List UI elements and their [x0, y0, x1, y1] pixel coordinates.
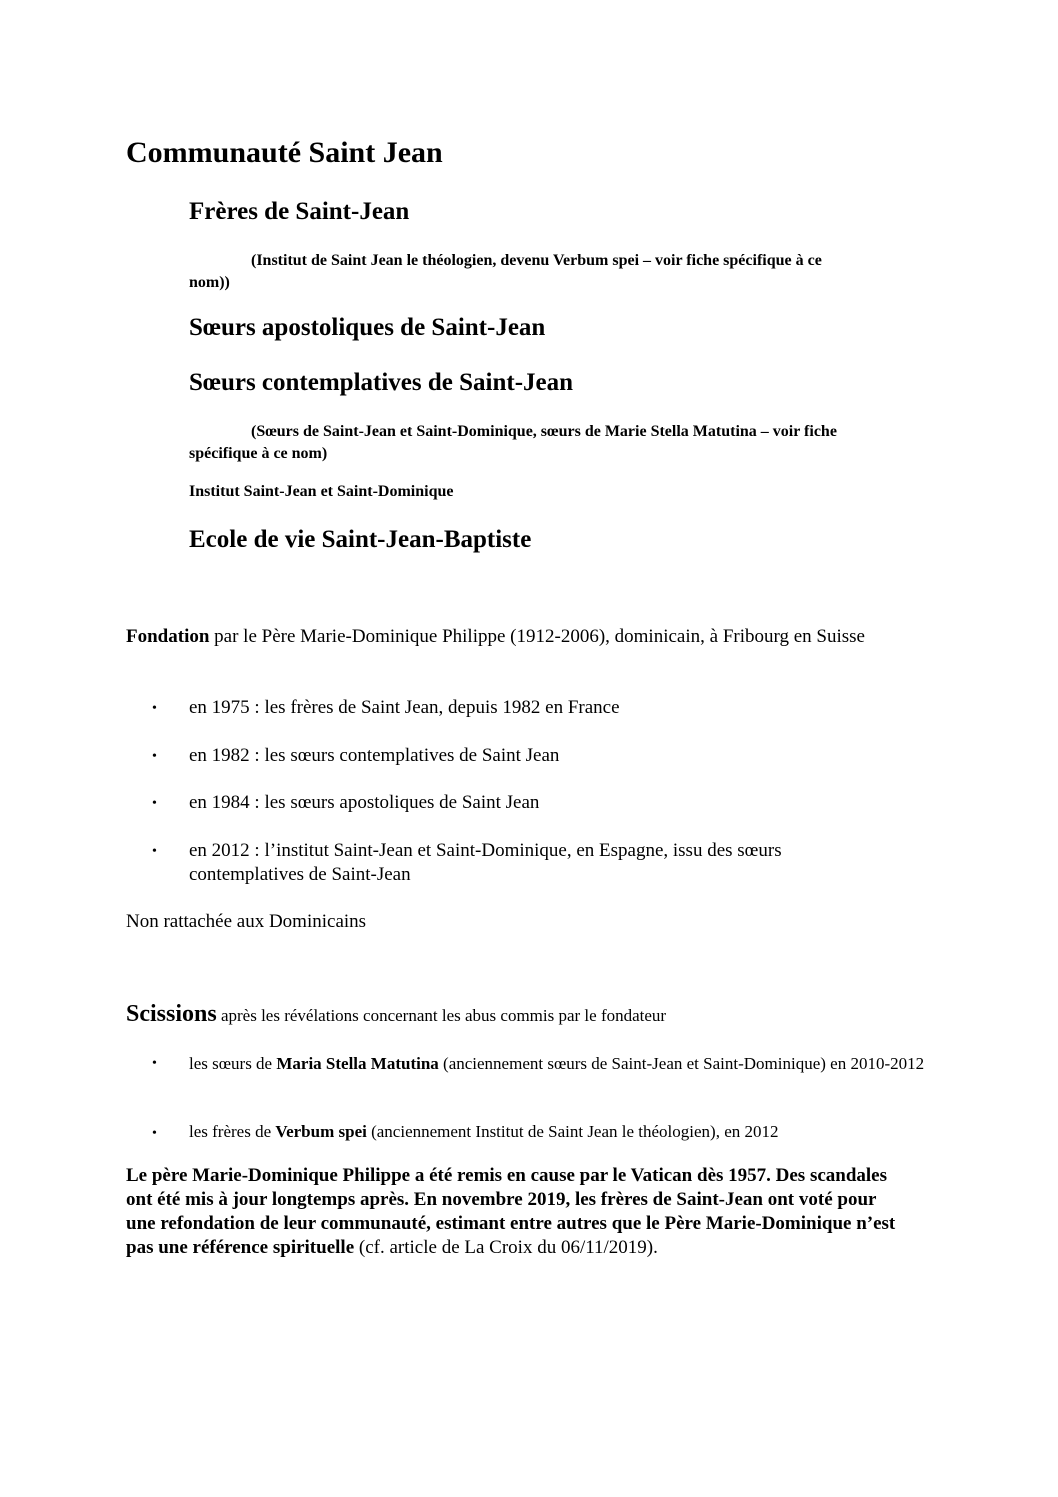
scissions-item [189, 1120, 929, 1143]
page-title: Communauté Saint Jean [126, 136, 443, 169]
conclusion-paragraph [126, 1164, 906, 1260]
scissions-item2-post: (anciennement Institut de Saint Jean le théologien), en 2012 [366, 1122, 779, 1141]
scissions-item2-pre: les frères de [189, 1122, 276, 1141]
note-contemplatives-line2: spécifique à ce nom) [189, 445, 328, 462]
fondation-item: en 1982 : les sœurs contemplatives de Saint Jean [189, 745, 560, 766]
fondation-label: Fondation [126, 626, 210, 647]
scissions-item1-pre: les sœurs de [189, 1054, 277, 1073]
scissions-item [189, 1052, 934, 1075]
note-institut: Institut Saint-Jean et Saint-Dominique [189, 483, 454, 500]
bullet-icon: • [152, 749, 157, 764]
conclusion-bold: Le père Marie-Dominique Philippe a été remis en cause par le Vatican dès 1957. Des scandales ont été mis à jour longtemps après. En novembre 2019, les frères de Saint-Jean ont voté pour une refondation de leur communauté, estimant entre autres que le Père Marie-Dominique n’est pas une référence spirituelle [126, 1165, 896, 1258]
fondation-text: par le Père Marie-Dominique Philippe (1912-2006), dominicain, à Fribourg en Suisse [209, 626, 865, 647]
scissions-text: après les révélations concernant les abus commis par le fondateur [216, 1006, 667, 1025]
bullet-icon: • [152, 796, 157, 811]
scissions-label: Scissions [126, 1001, 217, 1027]
note-freres-line2: nom)) [189, 274, 230, 291]
scissions-paragraph [126, 1002, 926, 1028]
heading-ecole: Ecole de vie Saint-Jean-Baptiste [189, 526, 532, 553]
bullet-icon: • [152, 844, 157, 859]
fondation-item: en 2012 : l’institut Saint-Jean et Saint-Dominique, en Espagne, issu des sœurs contemplatives de Saint-Jean [189, 840, 782, 885]
note-freres [189, 250, 909, 294]
conclusion-normal: (cf. article de La Croix du 06/11/2019). [354, 1237, 658, 1258]
heading-contemplatives: Sœurs contemplatives de Saint-Jean [189, 369, 574, 396]
fondation-paragraph [126, 625, 926, 649]
non-rattachee-text: Non rattachée aux Dominicains [126, 911, 367, 932]
heading-freres: Frères de Saint-Jean [189, 198, 410, 225]
scissions-item2-bold: Verbum spei [275, 1122, 367, 1141]
fondation-item: en 1984 : les sœurs apostoliques de Saint Jean [189, 792, 540, 813]
bullet-icon: • [152, 1126, 157, 1141]
note-freres-line1: (Institut de Saint Jean le théologien, devenu Verbum spei – voir fiche spécifique à ce [251, 252, 822, 269]
fondation-item: en 1975 : les frères de Saint Jean, depuis 1982 en France [189, 697, 620, 718]
heading-apostoliques: Sœurs apostoliques de Saint-Jean [189, 314, 546, 341]
scissions-item1-post: (anciennement sœurs de Saint-Jean et Saint-Dominique) en 2010-2012 [438, 1054, 925, 1073]
note-contemplatives [189, 421, 909, 465]
bullet-icon: • [152, 1056, 157, 1071]
scissions-item1-bold: Maria Stella Matutina [276, 1054, 439, 1073]
bullet-icon: • [152, 701, 157, 716]
note-contemplatives-line1: (Sœurs de Saint-Jean et Saint-Dominique, sœurs de Marie Stella Matutina – voir fiche [251, 423, 837, 440]
